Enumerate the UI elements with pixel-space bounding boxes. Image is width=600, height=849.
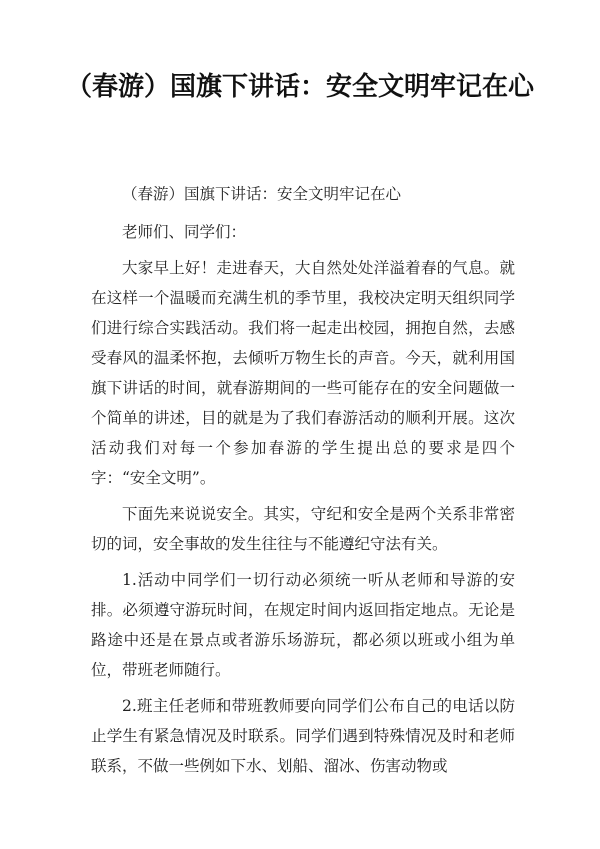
paragraph-rule-1: 1.活动中同学们一切行动必须统一听从老师和导游的安排。必须遵守游玩时间，在规定时间内返回指定地点。无论是路途中还是在景点或者游乐场游玩，都必须以班或小组为单位，带班老师随行。 — [91, 571, 515, 679]
paragraph-greeting: 大家早上好！走进春天，大自然处处洋溢着春的气息。就在这样一个温暖而充满生机的季节里，我校决定明天组织同学们进行综合实践活动。我们将一起走出校园，拥抱自然，去感受春风的温柔怀抱，去倾听万物生长的声音。今天，就利用国旗下讲话的时间，就春游期间的一些可能存在的安全问题做一个简单的讲述，目的就是为了我们春游活动的顺利开展。这次活动我们对每一个参加春游的学生提出总的要求是四个字：“安全文明”。 — [91, 259, 515, 487]
paragraph-safety-intro: 下面先来说说安全。其实，守纪和安全是两个关系非常密切的词，安全事故的发生往往与不能遵纪守法有关。 — [91, 505, 515, 553]
document-title: （春游）国旗下讲话：安全文明牢记在心 — [65, 72, 534, 102]
document-body — [91, 179, 515, 787]
salutation: 老师们、同学们： — [122, 223, 247, 241]
paragraph-rule-2: 2.班主任老师和带班教师要向同学们公布自己的电话以防止学生有紧急情况及时联系。同学们遇到特殊情况及时和老师联系，不做一些例如下水、划船、溜冰、伤害动物或 — [91, 697, 515, 775]
document-subtitle: （春游）国旗下讲话：安全文明牢记在心 — [122, 185, 402, 203]
